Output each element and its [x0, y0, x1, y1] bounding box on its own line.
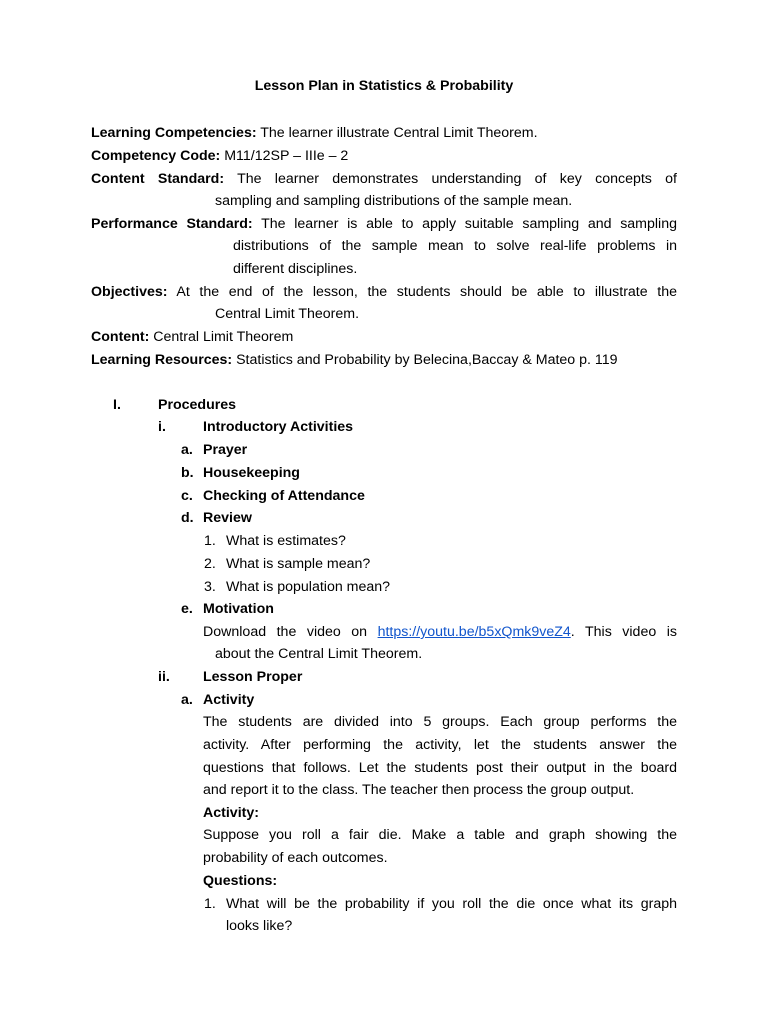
list-letter: a. [181, 442, 193, 458]
lesson-proper-number: ii. [158, 669, 170, 685]
list-letter: b. [181, 465, 194, 481]
competencies-label: Learning Competencies: [91, 125, 257, 141]
performance-text-2: distributions of the sample mean to solve real-life problems in [233, 238, 677, 254]
content-value: Central Limit Theorem [153, 329, 294, 345]
motivation-pre: Download the video on [203, 624, 368, 640]
list-letter: e. [181, 601, 193, 617]
content-label: Content: [91, 329, 150, 345]
intro-number: i. [158, 419, 166, 435]
content-standard-line-1 [91, 171, 677, 187]
item-prayer: Prayer [203, 442, 248, 458]
document-title: Lesson Plan in Statistics & Probability [254, 78, 514, 94]
activity-paragraph-line: and report it to the class. The teacher then process the group output. [203, 782, 635, 798]
item-housekeeping: Housekeeping [203, 465, 300, 481]
motivation-post: . This video is [570, 624, 677, 640]
activity-task-line: probability of each outcomes. [203, 850, 388, 866]
item-activity: Activity [203, 692, 255, 708]
item-review: Review [203, 510, 252, 526]
content [91, 329, 293, 345]
performance-label: Performance Standard: [91, 216, 253, 232]
review-question: What is sample mean? [226, 556, 371, 572]
performance-standard-line-1 [91, 216, 677, 232]
content-standard-text-1: The learner demonstrates understanding of key concepts of [237, 171, 677, 187]
procedures-number: I. [113, 397, 121, 413]
item-attendance: Checking of Attendance [203, 488, 365, 504]
review-question: What is estimates? [226, 533, 346, 549]
questions-subheading: Questions: [203, 873, 278, 889]
objectives-text-2: Central Limit Theorem. [215, 306, 360, 322]
competency-code [91, 148, 348, 164]
learning-resources [91, 352, 618, 368]
resources-value: Statistics and Probability by Belecina,Baccay & Mateo p. 119 [236, 352, 618, 368]
objectives-line-1 [91, 284, 677, 300]
content-standard-label: Content Standard: [91, 171, 225, 187]
motivation-line-1 [203, 624, 677, 640]
performance-text-3: different disciplines. [233, 261, 358, 277]
procedures-heading: Procedures [158, 397, 237, 413]
resources-label: Learning Resources: [91, 352, 233, 368]
review-question-number: 3. [204, 579, 216, 595]
list-letter: c. [181, 488, 193, 504]
question-text-1: What will be the probability if you roll the die once what its graph [226, 896, 677, 912]
content-standard-text-2: sampling and sampling distributions of the sample mean. [215, 193, 573, 209]
video-link[interactable]: https://youtu.be/b5xQmk9veZ4 [377, 624, 571, 640]
code-value: M11/12SP – IIIe – 2 [224, 148, 349, 164]
motivation-line-2: about the Central Limit Theorem. [215, 646, 423, 662]
review-question-number: 2. [204, 556, 216, 572]
activity-task-line: Suppose you roll a fair die. Make a table and graph showing the [203, 827, 677, 843]
activity-paragraph-line: activity. After performing the activity, let the students answer the [203, 737, 677, 753]
review-question-number: 1. [204, 533, 216, 549]
code-label: Competency Code: [91, 148, 221, 164]
question-text-2: looks like? [226, 918, 293, 934]
objectives-text-1: At the end of the lesson, the students should be able to illustrate the [176, 284, 677, 300]
question-number: 1. [204, 896, 216, 912]
objectives-label: Objectives: [91, 284, 168, 300]
list-letter: a. [181, 692, 193, 708]
performance-text-1: The learner is able to apply suitable sampling and sampling [261, 216, 677, 232]
learning-competencies [91, 125, 538, 141]
list-letter: d. [181, 510, 194, 526]
review-question: What is population mean? [226, 579, 391, 595]
item-motivation: Motivation [203, 601, 274, 617]
competencies-value: The learner illustrate Central Limit Theorem. [260, 125, 538, 141]
lesson-proper-heading: Lesson Proper [203, 669, 303, 685]
intro-heading: Introductory Activities [203, 419, 354, 435]
activity-paragraph-line: questions that follows. Let the students post their output in the board [203, 760, 677, 776]
activity-subheading: Activity: [203, 805, 259, 821]
activity-paragraph-line: The students are divided into 5 groups. Each group performs the [203, 714, 677, 730]
